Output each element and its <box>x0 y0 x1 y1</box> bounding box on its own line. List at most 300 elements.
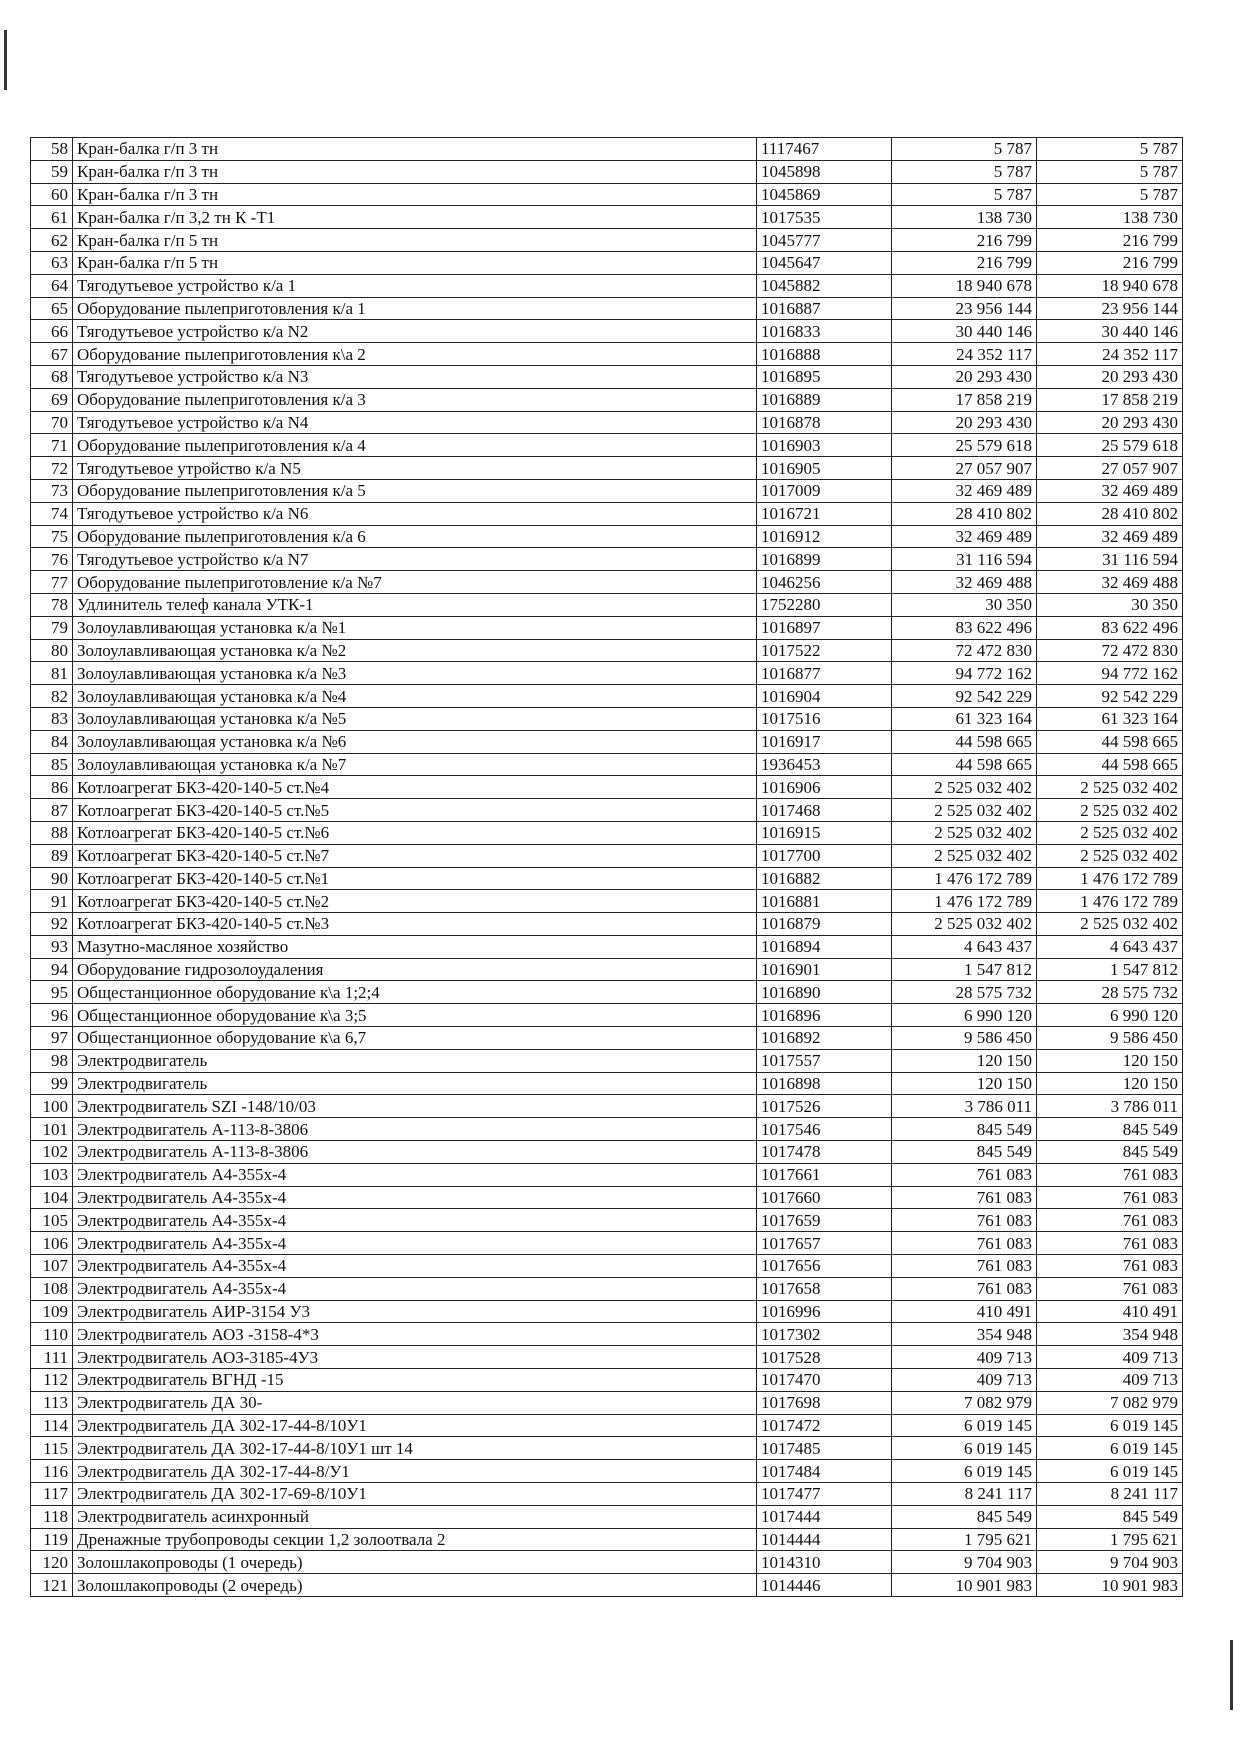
initial-value: 92 542 229 <box>892 685 1037 708</box>
book-value: 2 525 032 402 <box>1037 913 1183 936</box>
inventory-code: 1017656 <box>757 1255 892 1278</box>
asset-table-body <box>31 138 1183 1597</box>
asset-name: Электродвигатель ДА 302-17-44-8/10У1 <box>73 1414 757 1437</box>
book-value: 761 083 <box>1037 1163 1183 1186</box>
inventory-code: 1016897 <box>757 616 892 639</box>
initial-value: 6 019 145 <box>892 1414 1037 1437</box>
book-value: 20 293 430 <box>1037 411 1183 434</box>
row-number: 96 <box>31 1004 73 1027</box>
book-value: 9 704 903 <box>1037 1551 1183 1574</box>
book-value: 216 799 <box>1037 251 1183 274</box>
row-number: 83 <box>31 707 73 730</box>
asset-name: Оборудование пылеприготовления к\а 2 <box>73 343 757 366</box>
row-number: 112 <box>31 1369 73 1392</box>
book-value: 61 323 164 <box>1037 707 1183 730</box>
inventory-code: 1046256 <box>757 571 892 594</box>
initial-value: 1 795 621 <box>892 1528 1037 1551</box>
inventory-code: 1117467 <box>757 138 892 161</box>
asset-name: Тягодутьевое устройство к/а N4 <box>73 411 757 434</box>
table-row <box>31 1346 1183 1369</box>
row-number: 72 <box>31 457 73 480</box>
book-value: 216 799 <box>1037 229 1183 252</box>
initial-value: 6 990 120 <box>892 1004 1037 1027</box>
asset-name: Электродвигатель АИР-3154 У3 <box>73 1300 757 1323</box>
row-number: 94 <box>31 958 73 981</box>
table-row <box>31 890 1183 913</box>
initial-value: 44 598 665 <box>892 730 1037 753</box>
asset-name: Общестанционное оборудование к\а 1;2;4 <box>73 981 757 1004</box>
book-value: 83 622 496 <box>1037 616 1183 639</box>
row-number: 71 <box>31 434 73 457</box>
inventory-code: 1017484 <box>757 1460 892 1483</box>
asset-name: Электродвигатель А4-355х-4 <box>73 1186 757 1209</box>
table-row <box>31 206 1183 229</box>
book-value: 18 940 678 <box>1037 274 1183 297</box>
row-number: 93 <box>31 935 73 958</box>
asset-name: Электродвигатель <box>73 1072 757 1095</box>
inventory-code: 1017557 <box>757 1049 892 1072</box>
inventory-code: 1014446 <box>757 1574 892 1597</box>
row-number: 61 <box>31 206 73 229</box>
inventory-code: 1045647 <box>757 251 892 274</box>
table-row <box>31 1505 1183 1528</box>
inventory-code: 1017657 <box>757 1232 892 1255</box>
asset-name: Электродвигатель ДА 302-17-44-8/10У1 шт 14 <box>73 1437 757 1460</box>
inventory-code: 1016877 <box>757 662 892 685</box>
inventory-code: 1016903 <box>757 434 892 457</box>
table-row <box>31 981 1183 1004</box>
asset-name: Котлоагрегат БКЗ-420-140-5 ст.№2 <box>73 890 757 913</box>
book-value: 2 525 032 402 <box>1037 844 1183 867</box>
row-number: 111 <box>31 1346 73 1369</box>
table-row <box>31 1277 1183 1300</box>
table-row <box>31 799 1183 822</box>
table-row <box>31 1209 1183 1232</box>
table-row <box>31 1460 1183 1483</box>
asset-name: Электродвигатель <box>73 1049 757 1072</box>
inventory-code: 1016879 <box>757 913 892 936</box>
asset-name: Удлинитель телеф канала УТК-1 <box>73 593 757 616</box>
table-row <box>31 707 1183 730</box>
row-number: 62 <box>31 229 73 252</box>
initial-value: 44 598 665 <box>892 753 1037 776</box>
inventory-code: 1017444 <box>757 1505 892 1528</box>
row-number: 110 <box>31 1323 73 1346</box>
asset-name: Кран-балка г/п 3 тн <box>73 138 757 161</box>
asset-name: Золоулавливающая установка к/а №7 <box>73 753 757 776</box>
table-row <box>31 1551 1183 1574</box>
table-row <box>31 1391 1183 1414</box>
initial-value: 2 525 032 402 <box>892 844 1037 867</box>
book-value: 138 730 <box>1037 206 1183 229</box>
table-row <box>31 1574 1183 1597</box>
row-number: 58 <box>31 138 73 161</box>
inventory-code: 1017516 <box>757 707 892 730</box>
book-value: 845 549 <box>1037 1141 1183 1164</box>
table-row <box>31 1300 1183 1323</box>
inventory-code: 1045869 <box>757 183 892 206</box>
inventory-code: 1016892 <box>757 1027 892 1050</box>
inventory-code: 1017698 <box>757 1391 892 1414</box>
inventory-code: 1017546 <box>757 1118 892 1141</box>
table-row <box>31 1163 1183 1186</box>
initial-value: 761 083 <box>892 1277 1037 1300</box>
table-row <box>31 730 1183 753</box>
initial-value: 28 410 802 <box>892 502 1037 525</box>
table-row <box>31 365 1183 388</box>
asset-name: Котлоагрегат БКЗ-420-140-5 ст.№3 <box>73 913 757 936</box>
asset-name: Тягодутьевое устройство к/а N6 <box>73 502 757 525</box>
table-row <box>31 160 1183 183</box>
inventory-code: 1016904 <box>757 685 892 708</box>
table-row <box>31 1186 1183 1209</box>
initial-value: 120 150 <box>892 1049 1037 1072</box>
inventory-code: 1017009 <box>757 479 892 502</box>
inventory-code: 1016894 <box>757 935 892 958</box>
book-value: 28 575 732 <box>1037 981 1183 1004</box>
initial-value: 2 525 032 402 <box>892 913 1037 936</box>
inventory-code: 1752280 <box>757 593 892 616</box>
inventory-code: 1016906 <box>757 776 892 799</box>
book-value: 5 787 <box>1037 138 1183 161</box>
book-value: 3 786 011 <box>1037 1095 1183 1118</box>
initial-value: 31 116 594 <box>892 548 1037 571</box>
table-row <box>31 1483 1183 1506</box>
asset-name: Электродвигатель А4-355х-4 <box>73 1277 757 1300</box>
table-row <box>31 1437 1183 1460</box>
book-value: 354 948 <box>1037 1323 1183 1346</box>
inventory-code: 1016899 <box>757 548 892 571</box>
asset-name: Дренажные трубопроводы секции 1,2 золоотвала 2 <box>73 1528 757 1551</box>
book-value: 30 440 146 <box>1037 320 1183 343</box>
inventory-code: 1016896 <box>757 1004 892 1027</box>
asset-name: Кран-балка г/п 5 тн <box>73 251 757 274</box>
initial-value: 18 940 678 <box>892 274 1037 297</box>
asset-name: Электродвигатель SZI -148/10/03 <box>73 1095 757 1118</box>
asset-name: Кран-балка г/п 3 тн <box>73 183 757 206</box>
scan-artifact <box>4 30 7 90</box>
row-number: 117 <box>31 1483 73 1506</box>
initial-value: 3 786 011 <box>892 1095 1037 1118</box>
initial-value: 20 293 430 <box>892 365 1037 388</box>
asset-name: Кран-балка г/п 3,2 тн К -Т1 <box>73 206 757 229</box>
row-number: 64 <box>31 274 73 297</box>
initial-value: 410 491 <box>892 1300 1037 1323</box>
inventory-code: 1014310 <box>757 1551 892 1574</box>
book-value: 7 082 979 <box>1037 1391 1183 1414</box>
scan-artifact <box>1230 1640 1233 1710</box>
asset-name: Электродвигатель АОЗ -3158-4*3 <box>73 1323 757 1346</box>
book-value: 1 547 812 <box>1037 958 1183 981</box>
inventory-code: 1017526 <box>757 1095 892 1118</box>
asset-name: Золошлакопроводы (2 очередь) <box>73 1574 757 1597</box>
table-row <box>31 1049 1183 1072</box>
initial-value: 409 713 <box>892 1346 1037 1369</box>
initial-value: 32 469 489 <box>892 525 1037 548</box>
asset-name: Тягодутьевое устройство к/а 1 <box>73 274 757 297</box>
initial-value: 1 476 172 789 <box>892 867 1037 890</box>
row-number: 84 <box>31 730 73 753</box>
initial-value: 6 019 145 <box>892 1437 1037 1460</box>
initial-value: 7 082 979 <box>892 1391 1037 1414</box>
initial-value: 761 083 <box>892 1186 1037 1209</box>
asset-name: Котлоагрегат БКЗ-420-140-5 ст.№5 <box>73 799 757 822</box>
asset-name: Электродвигатель А-113-8-3806 <box>73 1118 757 1141</box>
inventory-code: 1017528 <box>757 1346 892 1369</box>
inventory-code: 1045882 <box>757 274 892 297</box>
inventory-code: 1017660 <box>757 1186 892 1209</box>
table-row <box>31 935 1183 958</box>
initial-value: 120 150 <box>892 1072 1037 1095</box>
row-number: 121 <box>31 1574 73 1597</box>
asset-name: Оборудование пылеприготовления к/а 4 <box>73 434 757 457</box>
inventory-code: 1017522 <box>757 639 892 662</box>
book-value: 6 990 120 <box>1037 1004 1183 1027</box>
initial-value: 28 575 732 <box>892 981 1037 1004</box>
table-row <box>31 525 1183 548</box>
table-row <box>31 229 1183 252</box>
inventory-code: 1017700 <box>757 844 892 867</box>
row-number: 97 <box>31 1027 73 1050</box>
inventory-code: 1017485 <box>757 1437 892 1460</box>
asset-name: Электродвигатель А4-355х-4 <box>73 1255 757 1278</box>
initial-value: 17 858 219 <box>892 388 1037 411</box>
row-number: 76 <box>31 548 73 571</box>
initial-value: 2 525 032 402 <box>892 776 1037 799</box>
table-row <box>31 1072 1183 1095</box>
initial-value: 354 948 <box>892 1323 1037 1346</box>
book-value: 8 241 117 <box>1037 1483 1183 1506</box>
table-row <box>31 138 1183 161</box>
table-row <box>31 1255 1183 1278</box>
table-row <box>31 388 1183 411</box>
initial-value: 10 901 983 <box>892 1574 1037 1597</box>
book-value: 44 598 665 <box>1037 753 1183 776</box>
inventory-code: 1016889 <box>757 388 892 411</box>
inventory-code: 1016912 <box>757 525 892 548</box>
row-number: 67 <box>31 343 73 366</box>
inventory-code: 1016888 <box>757 343 892 366</box>
row-number: 70 <box>31 411 73 434</box>
asset-name: Котлоагрегат БКЗ-420-140-5 ст.№7 <box>73 844 757 867</box>
inventory-code: 1017658 <box>757 1277 892 1300</box>
inventory-code: 1017472 <box>757 1414 892 1437</box>
inventory-code: 1016905 <box>757 457 892 480</box>
inventory-code: 1017535 <box>757 206 892 229</box>
row-number: 100 <box>31 1095 73 1118</box>
table-row <box>31 662 1183 685</box>
book-value: 2 525 032 402 <box>1037 821 1183 844</box>
row-number: 107 <box>31 1255 73 1278</box>
row-number: 88 <box>31 821 73 844</box>
initial-value: 30 440 146 <box>892 320 1037 343</box>
asset-name: Электродвигатель ДА 302-17-44-8/У1 <box>73 1460 757 1483</box>
asset-name: Котлоагрегат БКЗ-420-140-5 ст.№1 <box>73 867 757 890</box>
table-row <box>31 639 1183 662</box>
book-value: 410 491 <box>1037 1300 1183 1323</box>
row-number: 80 <box>31 639 73 662</box>
table-row <box>31 548 1183 571</box>
initial-value: 9 586 450 <box>892 1027 1037 1050</box>
book-value: 1 476 172 789 <box>1037 890 1183 913</box>
inventory-code: 1017302 <box>757 1323 892 1346</box>
asset-name: Электродвигатель А4-355х-4 <box>73 1209 757 1232</box>
row-number: 87 <box>31 799 73 822</box>
table-row <box>31 1027 1183 1050</box>
initial-value: 761 083 <box>892 1232 1037 1255</box>
asset-name: Электродвигатель А-113-8-3806 <box>73 1141 757 1164</box>
book-value: 120 150 <box>1037 1072 1183 1095</box>
row-number: 115 <box>31 1437 73 1460</box>
inventory-code: 1017470 <box>757 1369 892 1392</box>
row-number: 104 <box>31 1186 73 1209</box>
asset-table <box>30 137 1183 1597</box>
inventory-code: 1014444 <box>757 1528 892 1551</box>
book-value: 94 772 162 <box>1037 662 1183 685</box>
book-value: 28 410 802 <box>1037 502 1183 525</box>
row-number: 63 <box>31 251 73 274</box>
table-row <box>31 274 1183 297</box>
inventory-code: 1016881 <box>757 890 892 913</box>
row-number: 102 <box>31 1141 73 1164</box>
asset-name: Электродвигатель ВГНД -15 <box>73 1369 757 1392</box>
inventory-code: 1017477 <box>757 1483 892 1506</box>
table-row <box>31 1118 1183 1141</box>
initial-value: 2 525 032 402 <box>892 821 1037 844</box>
row-number: 114 <box>31 1414 73 1437</box>
book-value: 2 525 032 402 <box>1037 776 1183 799</box>
row-number: 89 <box>31 844 73 867</box>
table-row <box>31 1095 1183 1118</box>
initial-value: 9 704 903 <box>892 1551 1037 1574</box>
table-row <box>31 457 1183 480</box>
table-row <box>31 1369 1183 1392</box>
asset-name: Тягодутьевое устройство к/а N3 <box>73 365 757 388</box>
book-value: 120 150 <box>1037 1049 1183 1072</box>
inventory-code: 1017659 <box>757 1209 892 1232</box>
book-value: 17 858 219 <box>1037 388 1183 411</box>
asset-name: Электродвигатель ДА 302-17-69-8/10У1 <box>73 1483 757 1506</box>
table-row <box>31 343 1183 366</box>
row-number: 69 <box>31 388 73 411</box>
book-value: 32 469 489 <box>1037 479 1183 502</box>
asset-name: Электродвигатель А4-355х-4 <box>73 1232 757 1255</box>
initial-value: 761 083 <box>892 1209 1037 1232</box>
asset-name: Тягодутьевое устройство к/а N2 <box>73 320 757 343</box>
inventory-code: 1016895 <box>757 365 892 388</box>
row-number: 90 <box>31 867 73 890</box>
initial-value: 94 772 162 <box>892 662 1037 685</box>
initial-value: 845 549 <box>892 1141 1037 1164</box>
book-value: 761 083 <box>1037 1186 1183 1209</box>
row-number: 68 <box>31 365 73 388</box>
book-value: 32 469 489 <box>1037 525 1183 548</box>
book-value: 2 525 032 402 <box>1037 799 1183 822</box>
book-value: 761 083 <box>1037 1209 1183 1232</box>
row-number: 91 <box>31 890 73 913</box>
row-number: 92 <box>31 913 73 936</box>
table-row <box>31 867 1183 890</box>
asset-name: Электродвигатель ДА 30- <box>73 1391 757 1414</box>
inventory-code: 1016721 <box>757 502 892 525</box>
row-number: 79 <box>31 616 73 639</box>
inventory-code: 1016887 <box>757 297 892 320</box>
asset-name: Электродвигатель А4-355х-4 <box>73 1163 757 1186</box>
table-row <box>31 1528 1183 1551</box>
asset-name: Общестанционное оборудование к\а 3;5 <box>73 1004 757 1027</box>
row-number: 85 <box>31 753 73 776</box>
table-row <box>31 616 1183 639</box>
table-row <box>31 571 1183 594</box>
row-number: 77 <box>31 571 73 594</box>
book-value: 1 476 172 789 <box>1037 867 1183 890</box>
table-row <box>31 1414 1183 1437</box>
asset-name: Электродвигатель асинхронный <box>73 1505 757 1528</box>
initial-value: 1 476 172 789 <box>892 890 1037 913</box>
row-number: 66 <box>31 320 73 343</box>
initial-value: 5 787 <box>892 138 1037 161</box>
inventory-code: 1045898 <box>757 160 892 183</box>
initial-value: 30 350 <box>892 593 1037 616</box>
row-number: 59 <box>31 160 73 183</box>
asset-name: Золоулавливающая установка к/а №6 <box>73 730 757 753</box>
initial-value: 25 579 618 <box>892 434 1037 457</box>
row-number: 108 <box>31 1277 73 1300</box>
table-row <box>31 1141 1183 1164</box>
asset-name: Котлоагрегат БКЗ-420-140-5 ст.№6 <box>73 821 757 844</box>
row-number: 105 <box>31 1209 73 1232</box>
row-number: 120 <box>31 1551 73 1574</box>
table-row <box>31 685 1183 708</box>
asset-name: Золоулавливающая установка к/а №4 <box>73 685 757 708</box>
book-value: 5 787 <box>1037 160 1183 183</box>
inventory-code: 1045777 <box>757 229 892 252</box>
book-value: 6 019 145 <box>1037 1414 1183 1437</box>
inventory-code: 1016898 <box>757 1072 892 1095</box>
table-row <box>31 844 1183 867</box>
table-row <box>31 753 1183 776</box>
asset-name: Тягодутьевое утройство к/а N5 <box>73 457 757 480</box>
asset-name: Золоулавливающая установка к/а №5 <box>73 707 757 730</box>
initial-value: 409 713 <box>892 1369 1037 1392</box>
row-number: 86 <box>31 776 73 799</box>
asset-name: Золоулавливающая установка к/а №1 <box>73 616 757 639</box>
book-value: 845 549 <box>1037 1505 1183 1528</box>
asset-name: Оборудование пылеприготовления к/а 3 <box>73 388 757 411</box>
table-row <box>31 320 1183 343</box>
book-value: 409 713 <box>1037 1369 1183 1392</box>
initial-value: 23 956 144 <box>892 297 1037 320</box>
book-value: 32 469 488 <box>1037 571 1183 594</box>
inventory-code: 1016917 <box>757 730 892 753</box>
initial-value: 32 469 488 <box>892 571 1037 594</box>
initial-value: 845 549 <box>892 1505 1037 1528</box>
row-number: 109 <box>31 1300 73 1323</box>
initial-value: 216 799 <box>892 229 1037 252</box>
book-value: 6 019 145 <box>1037 1460 1183 1483</box>
row-number: 98 <box>31 1049 73 1072</box>
book-value: 761 083 <box>1037 1277 1183 1300</box>
inventory-code: 1016915 <box>757 821 892 844</box>
row-number: 60 <box>31 183 73 206</box>
initial-value: 20 293 430 <box>892 411 1037 434</box>
inventory-code: 1016901 <box>757 958 892 981</box>
book-value: 1 795 621 <box>1037 1528 1183 1551</box>
book-value: 72 472 830 <box>1037 639 1183 662</box>
inventory-code: 1016833 <box>757 320 892 343</box>
asset-name: Оборудование пылеприготовления к/а 6 <box>73 525 757 548</box>
initial-value: 83 622 496 <box>892 616 1037 639</box>
